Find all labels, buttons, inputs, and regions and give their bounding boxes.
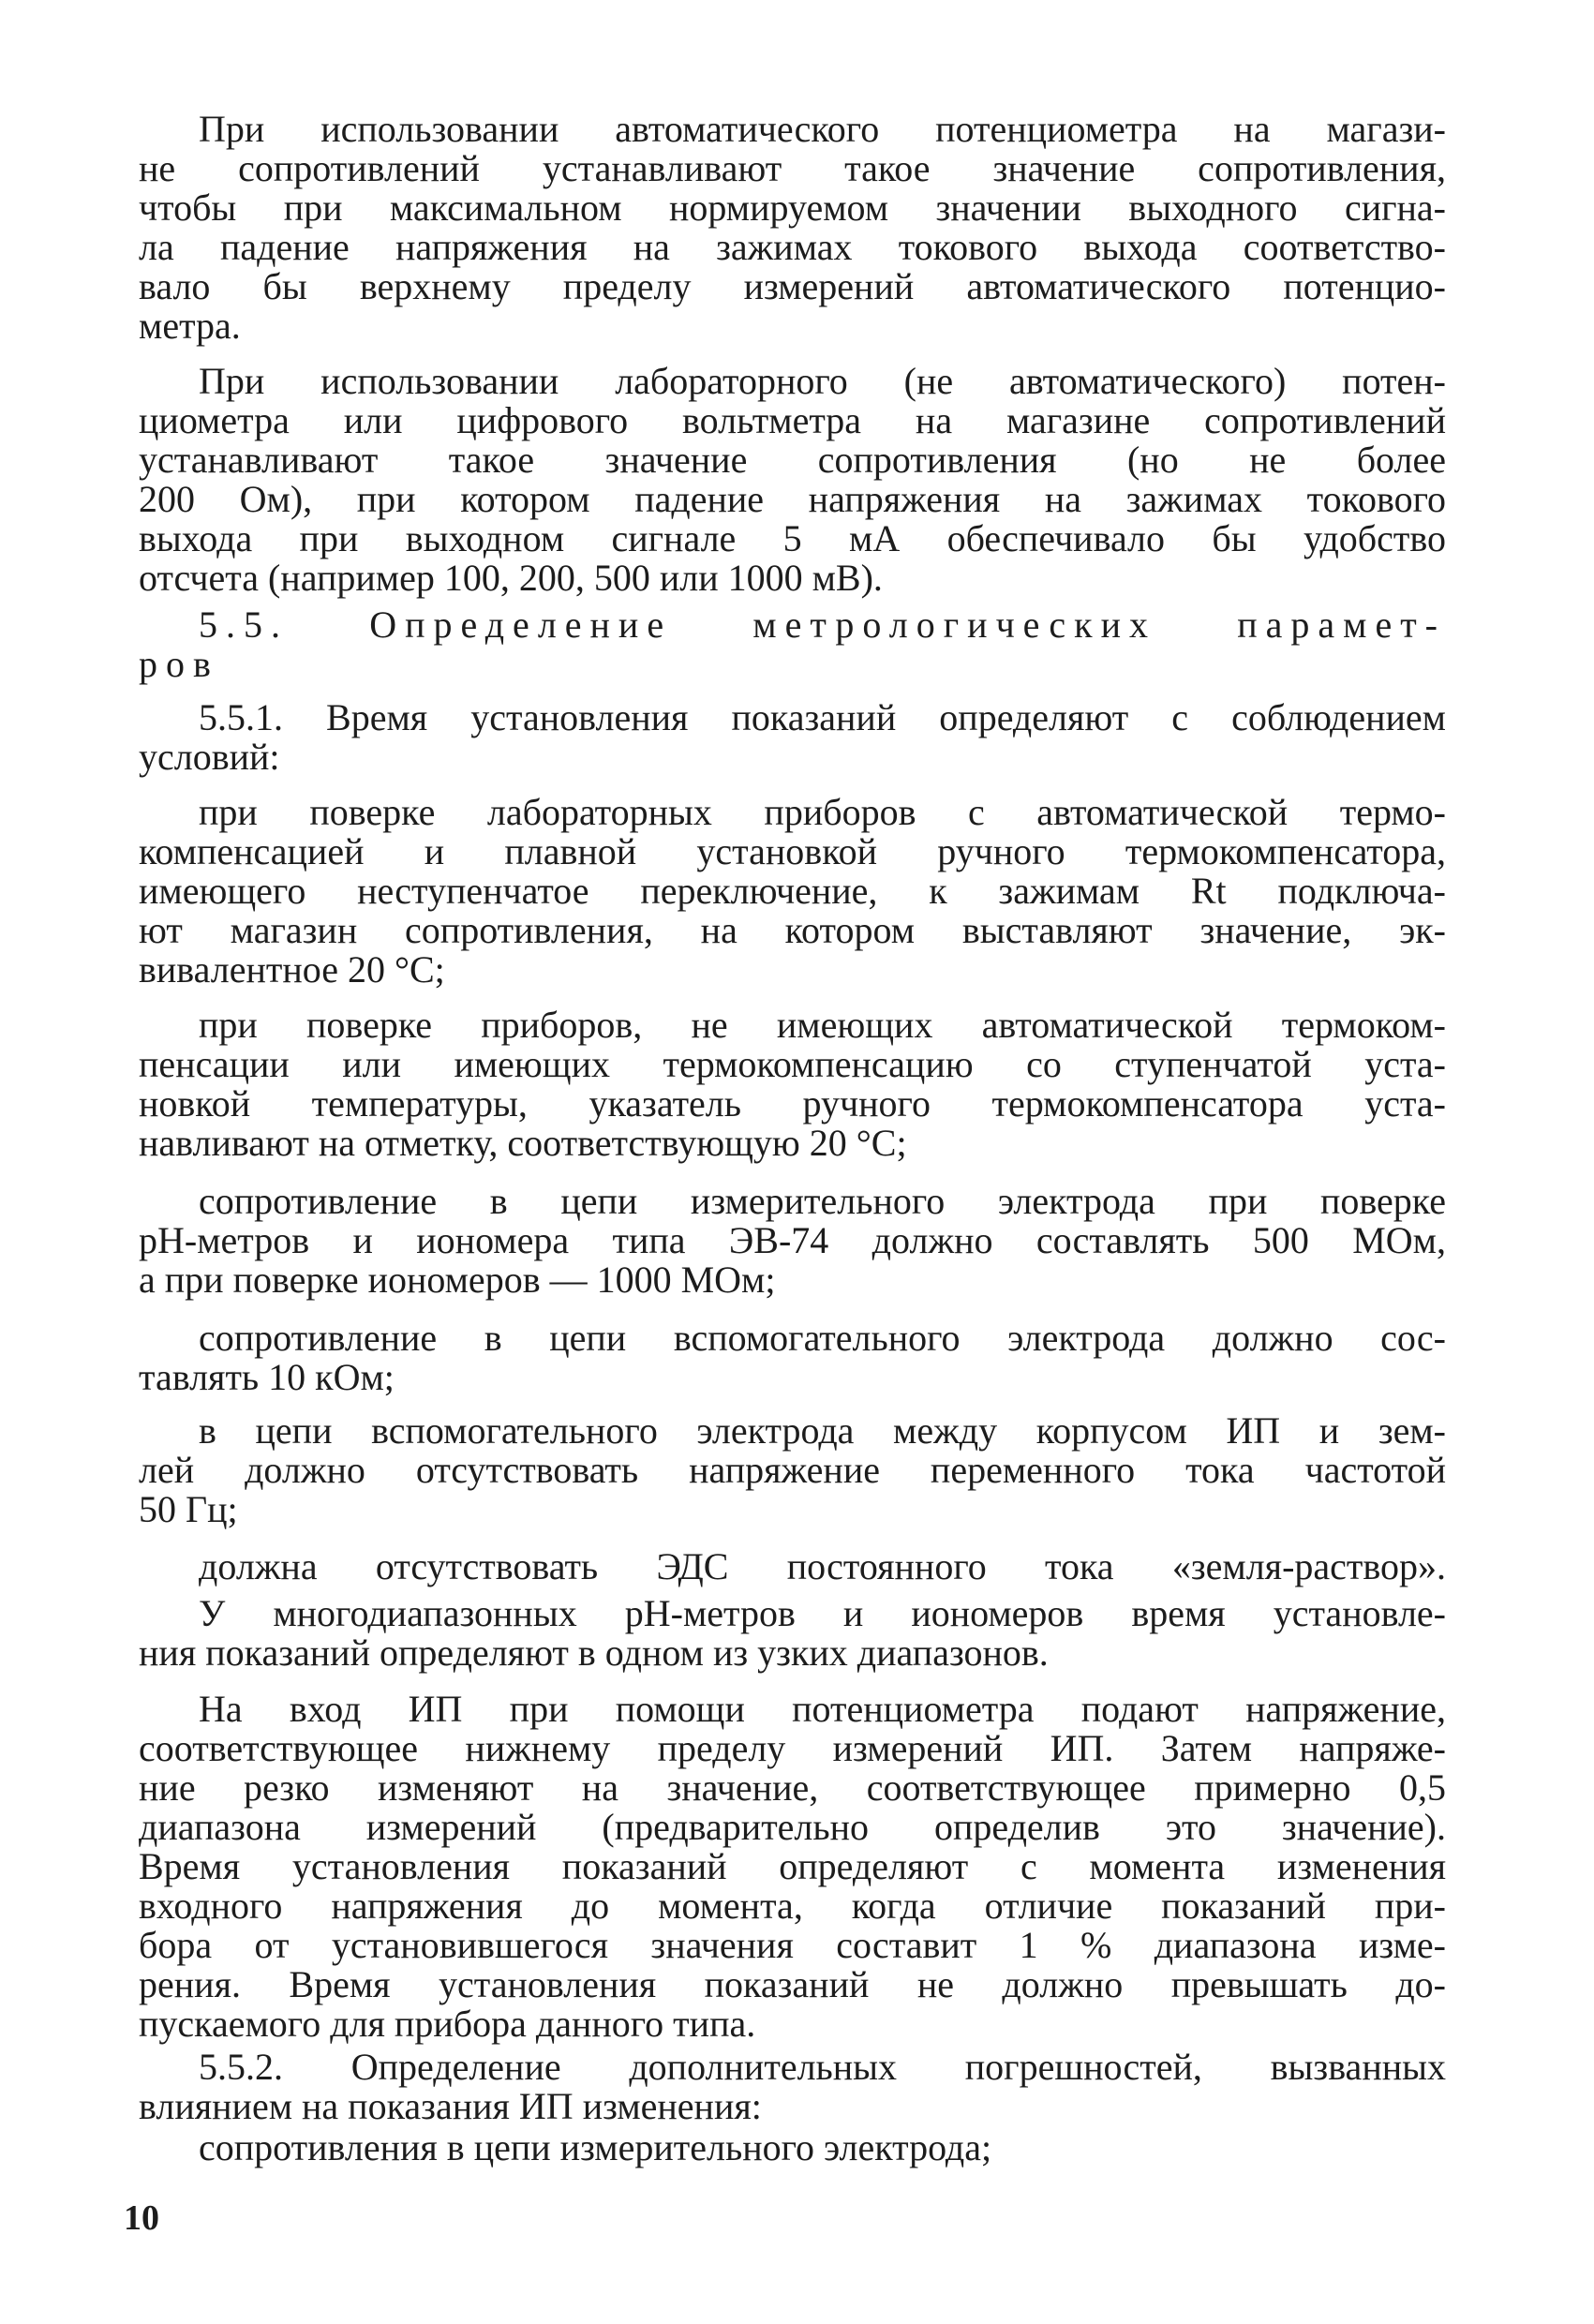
text-line: У многодиапазонных рН-метров и иономеров время установле- xyxy=(199,1593,1446,1634)
text-line: чтобы при максимальном нормируемом значении выходного сигна- xyxy=(139,187,1446,229)
text-line: диапазона измерений (предварительно определив это значение). xyxy=(139,1807,1446,1848)
text-line: вивалентное 20 °С; xyxy=(139,949,445,991)
text-line: На вход ИП при помощи потенциометра подают напряжение, xyxy=(199,1689,1446,1730)
text-line: При использовании лабораторного (не автоматического) потен- xyxy=(199,361,1446,402)
page-number: 10 xyxy=(124,2198,159,2238)
text-line: ла падение напряжения на зажимах токового выхода соответство- xyxy=(139,227,1446,268)
text-line: тавлять 10 кОм; xyxy=(139,1357,395,1398)
text-line: имеющего неступенчатое переключение, к зажимам Rt подключа- xyxy=(139,871,1446,912)
text-line: ние резко изменяют на значение, соответствующее примерно 0,5 xyxy=(139,1767,1446,1809)
text-line: бора от установившегося значения составит 1 % диапазона изме- xyxy=(139,1925,1446,1966)
text-line: сопротивления в цепи измерительного электрода; xyxy=(199,2127,992,2168)
text-line: При использовании автоматического потенциометра на магази- xyxy=(199,109,1446,150)
text-line: новкой температуры, указатель ручного термокомпенсатора уста- xyxy=(139,1083,1446,1125)
text-line: сопротивление в цепи вспомогательного электрода должно сос- xyxy=(199,1318,1446,1359)
text-line: устанавливают такое значение сопротивления (но не более xyxy=(139,439,1446,481)
text-line: вало бы верхнему пределу измерений автоматического потенцио- xyxy=(139,266,1446,307)
text-line: при поверке лабораторных приборов с автоматической термо- xyxy=(199,792,1446,833)
text-line: а при поверке иономеров — 1000 МОм; xyxy=(139,1259,776,1301)
text-line: соответствующее нижнему пределу измерений ИП. Затем напряже- xyxy=(139,1728,1446,1769)
text-line: ния показаний определяют в одном из узких диапазонов. xyxy=(139,1632,1049,1674)
text-line: не сопротивлений устанавливают такое значение сопротивления, xyxy=(139,148,1446,189)
text-line: Время установления показаний определяют с момента изменения xyxy=(139,1846,1446,1887)
text-line: рН-метров и иономера типа ЭВ-74 должно составлять 500 МОм, xyxy=(139,1220,1446,1261)
text-line: пенсации или имеющих термокомпенсацию со ступенчатой уста- xyxy=(139,1044,1446,1085)
text-line: лей должно отсутствовать напряжение переменного тока частотой xyxy=(139,1450,1446,1491)
text-line: условий: xyxy=(139,737,280,778)
text-line: 5.5.1. Время установления показаний определяют с соблюдением xyxy=(199,697,1446,738)
text-line: в цепи вспомогательного электрода между корпусом ИП и зем- xyxy=(199,1410,1446,1452)
text-line: выхода при выходном сигнале 5 мА обеспечивало бы удобство xyxy=(139,518,1446,559)
section-heading: 5.5. Определение метрологических парамет- xyxy=(199,604,1446,646)
text-line: отсчета (например 100, 200, 500 или 1000 мВ). xyxy=(139,558,883,599)
text-line: должна отсутствовать ЭДС постоянного тока «земля-раствор». xyxy=(199,1546,1446,1587)
section-heading: ров xyxy=(139,644,219,685)
text-line: компенсацией и плавной установкой ручного термокомпенсатора, xyxy=(139,831,1446,872)
text-line: при поверке приборов, не имеющих автоматической термоком- xyxy=(199,1005,1446,1046)
text-line: ют магазин сопротивления, на котором выставляют значение, эк- xyxy=(139,910,1446,951)
text-line: циометра или цифрового вольтметра на магазине сопротивлений xyxy=(139,400,1446,441)
text-line: 50 Гц; xyxy=(139,1489,238,1530)
text-line: влиянием на показания ИП изменения: xyxy=(139,2086,762,2127)
text-line: сопротивление в цепи измерительного электрода при поверке xyxy=(199,1181,1446,1222)
text-line: метра. xyxy=(139,305,241,347)
text-line: 5.5.2. Определение дополнительных погрешностей, вызванных xyxy=(199,2047,1446,2088)
text-line: навливают на отметку, соответствующую 20 °С; xyxy=(139,1123,907,1164)
text-line: рения. Время установления показаний не должно превышать до- xyxy=(139,1964,1446,2005)
text-line: входного напряжения до момента, когда отличие показаний при- xyxy=(139,1885,1446,1927)
text-line: пускаемого для прибора данного типа. xyxy=(139,2004,756,2045)
text-line: 200 Ом), при котором падение напряжения на зажимах токового xyxy=(139,479,1446,520)
